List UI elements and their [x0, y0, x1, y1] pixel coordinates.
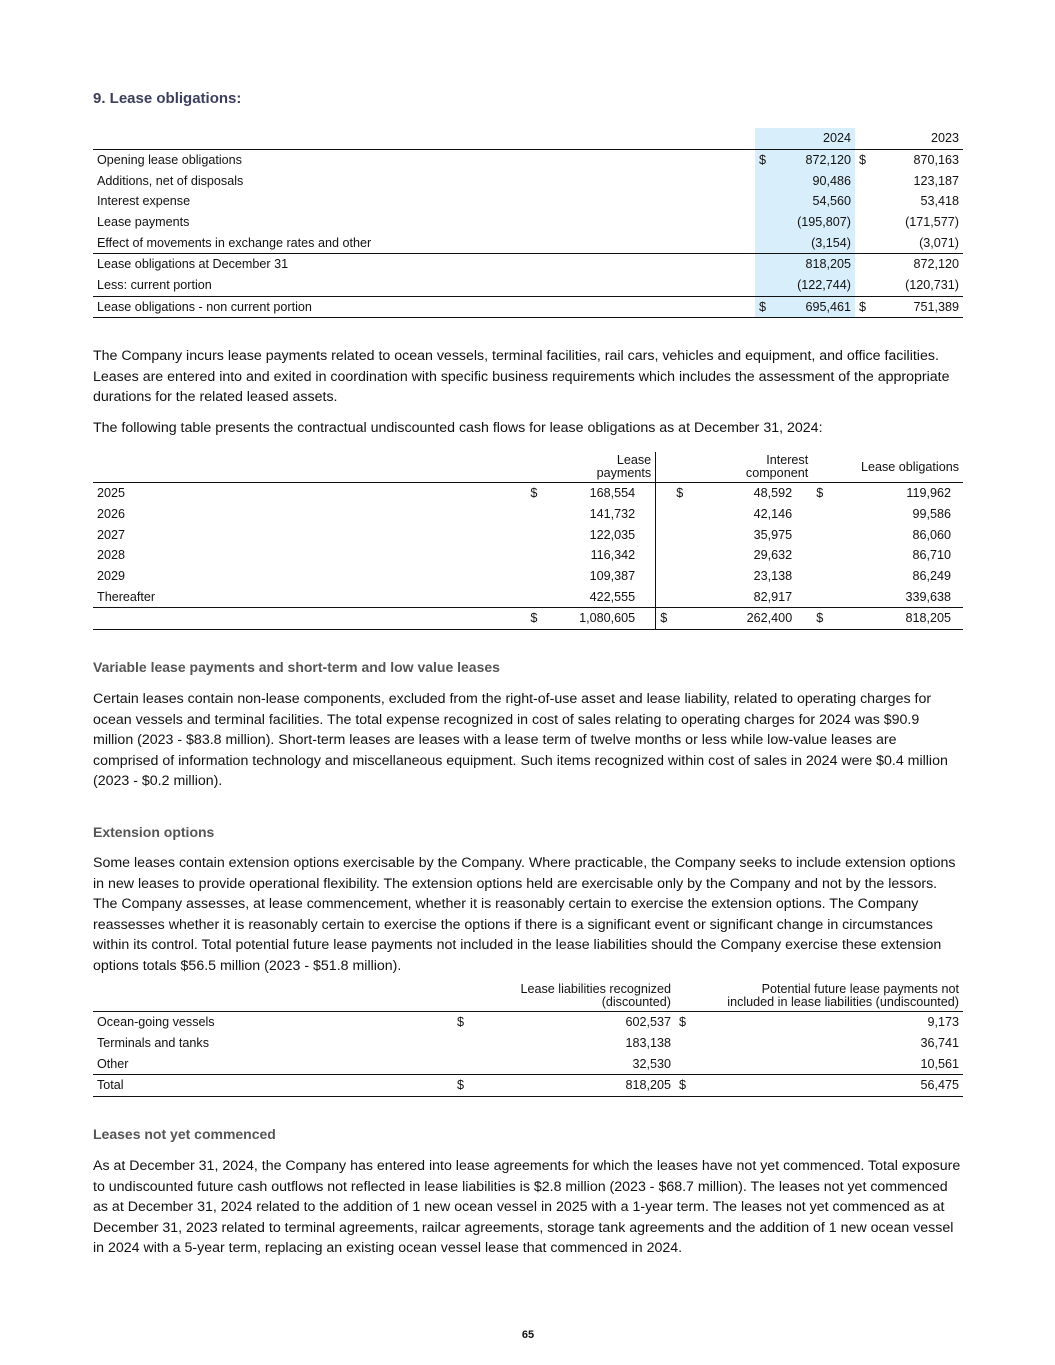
paragraph-variable-lease: Certain leases contain non-lease components, excluded from the right-of-use asset and lease liability, related to operating charges for ocean vessels and terminal facilities. The total expense recognized in cost of sales relating to operating charges for 2024 was $90.9 million (2023 - $83.8 million). Short-term leases are leases with a lease term of twelve months or less while low-value leases are comprised of information technology and miscellaneous equipment. Such items recognized within cost of sales in 2024 were $0.4 million (2023 - $0.2 million). [93, 691, 948, 789]
header-line: included in lease liabilities (undiscounted) [727, 995, 959, 1009]
header-line: payments [596, 466, 652, 480]
recognized-value: 602,537 [471, 1012, 675, 1033]
currency-symbol: $ [812, 608, 834, 630]
table-row [93, 566, 963, 587]
value-2023: (3,071) [919, 235, 959, 250]
table-row [93, 191, 963, 212]
interest-value: 82,917 [753, 589, 793, 604]
lease-payment-value: 422,555 [544, 586, 655, 607]
row-label: Terminals and tanks [97, 1036, 209, 1051]
currency-symbol [526, 504, 544, 525]
page-number: 65 [521, 1329, 535, 1341]
header-line: Potential future lease payments not [761, 982, 959, 996]
total-obligations: 818,205 [834, 608, 963, 630]
table-row [93, 296, 963, 318]
currency-symbol [453, 1053, 471, 1074]
currency-symbol [855, 212, 873, 233]
paragraph-cashflow-intro: The following table presents the contractual undiscounted cash flows for lease obligations as at December 31, 2024: [93, 420, 823, 436]
header-line: Interest [766, 453, 809, 467]
currency-symbol [755, 254, 773, 275]
potential-value: 56,475 [693, 1075, 963, 1097]
obligation-value: 86,249 [912, 569, 951, 584]
row-label: Opening lease obligations [93, 149, 755, 170]
currency-symbol [812, 566, 834, 587]
row-label: Lease obligations - non current portion [93, 296, 755, 318]
currency-symbol: $ [675, 1075, 693, 1097]
value-2024: (195,807) [773, 212, 855, 233]
total-interest: 262,400 [687, 608, 812, 630]
value-2024: 695,461 [773, 296, 855, 318]
obligation-value: 119,962 [834, 483, 963, 504]
total-lease-payments: 1,080,605 [544, 608, 655, 630]
value-2023: (120,731) [905, 278, 959, 293]
value-2023: 751,389 [873, 296, 963, 318]
table-total-row [93, 1075, 963, 1097]
year-2024-header: 2024 [773, 128, 855, 149]
currency-symbol: $ [855, 149, 873, 170]
section-title: 9. Lease obligations: [93, 90, 242, 107]
heading-variable-lease: Variable lease payments and short-term and low value leases [93, 659, 500, 675]
row-label: 2027 [97, 527, 126, 542]
currency-symbol [812, 586, 834, 607]
table-total-row [93, 608, 963, 630]
row-label: Lease payments [97, 215, 190, 230]
currency-symbol: $ [656, 608, 688, 630]
paragraph-extension-options: Some leases contain extension options exercisable by the Company. Where practicable, the Company seeks to include extension options in new leases to provide operational flexibility. The extension options held are exercisable only by the Company and not by the lessors. The Company assesses, at lease commencement, whether it is reasonably certain to exercise the extension options. The Company reassesses whether it is reasonably certain to exercise the options if there is a significant event or significant change in circumstances within its control. Total potential future lease payments not included in the lease liabilities should the Company exercise these extension options totals $56.5 million (2023 - $51.8 million). [93, 855, 956, 974]
currency-symbol [812, 524, 834, 545]
currency-symbol [656, 524, 688, 545]
row-label: Less: current portion [97, 278, 212, 293]
table-row [93, 586, 963, 607]
table-header-row [93, 981, 963, 1012]
table-row [93, 149, 963, 170]
year-2023-header: 2023 [930, 131, 959, 146]
value-2024: 872,120 [773, 149, 855, 170]
currency-symbol [675, 1053, 693, 1074]
value-2024: 54,560 [773, 191, 855, 212]
currency-symbol: $ [855, 296, 873, 318]
currency-symbol: $ [656, 483, 688, 504]
potential-future-payments-header [693, 981, 963, 1012]
currency-symbol [656, 586, 688, 607]
currency-symbol: $ [453, 1075, 471, 1097]
currency-symbol: $ [526, 483, 544, 504]
currency-symbol [755, 212, 773, 233]
row-label: 2025 [93, 483, 526, 504]
header-line: Lease liabilities recognized [520, 982, 671, 996]
currency-symbol [755, 232, 773, 253]
table-row [93, 275, 963, 296]
interest-component-header [687, 452, 812, 483]
currency-symbol [526, 586, 544, 607]
currency-symbol: $ [675, 1012, 693, 1033]
recognized-value: 183,138 [625, 1036, 671, 1051]
table-row [93, 1053, 963, 1074]
interest-value: 48,592 [687, 483, 812, 504]
value-2023: 870,163 [873, 149, 963, 170]
header-line: (discounted) [601, 995, 671, 1009]
currency-symbol: $ [755, 296, 773, 318]
currency-symbol [755, 170, 773, 191]
paragraph-leases-not-commenced: As at December 31, 2024, the Company has entered into lease agreements for which the leases have not yet commenced. Total exposure to undiscounted future cash outflows not reflected in lease liabilities is $2.8 million (2023 - $68.7 million). The leases not yet commenced as at December 31, 2024 related to the addition of 1 new ocean vessel in 2025 with a 1-year term. The leases not yet commenced as at December 31, 2023 related to terminal agreements, railcar agreements, storage tank agreements and the addition of 1 new ocean vessel in 2024 with a 5-year term, replacing an existing ocean vessel lease that commenced in 2024. [93, 1158, 961, 1256]
interest-value: 42,146 [753, 507, 793, 522]
recognized-value: 818,205 [471, 1075, 675, 1097]
currency-symbol: $ [755, 149, 773, 170]
table-row [93, 545, 963, 566]
recognized-value: 32,530 [632, 1056, 671, 1071]
potential-value: 9,173 [693, 1012, 963, 1033]
value-2023: 872,120 [873, 254, 963, 275]
currency-symbol [855, 191, 873, 212]
currency-symbol [755, 191, 773, 212]
paragraph-lease-description: The Company incurs lease payments related to ocean vessels, terminal facilities, rail cars, vehicles and equipment, and office facilities. Leases are entered into and exited in coordination with specific business requirements which includes the assessment of the appropriate durations for the related leased assets. [93, 348, 950, 405]
currency-symbol [855, 232, 873, 253]
lease-payment-value: 116,342 [544, 545, 655, 566]
lease-payment-value: 122,035 [544, 524, 655, 545]
header-line: Lease [616, 453, 652, 467]
currency-symbol [656, 566, 688, 587]
row-label: Interest expense [97, 194, 191, 209]
currency-symbol [526, 545, 544, 566]
table-row [93, 504, 963, 525]
value-2024: (3,154) [773, 232, 855, 253]
value-2023: 123,187 [913, 173, 959, 188]
value-2024: (122,744) [773, 275, 855, 296]
potential-value: 36,741 [920, 1036, 959, 1051]
currency-symbol [812, 504, 834, 525]
potential-value: 10,561 [920, 1056, 959, 1071]
currency-symbol [656, 545, 688, 566]
lease-obligations-header: Lease obligations [860, 459, 959, 474]
lease-payment-value: 109,387 [544, 566, 655, 587]
obligation-value: 86,060 [912, 527, 951, 542]
currency-symbol [755, 275, 773, 296]
lease-payments-header [544, 452, 655, 483]
currency-symbol: $ [812, 483, 834, 504]
interest-value: 23,138 [753, 569, 793, 584]
row-label: 2026 [97, 507, 126, 522]
table-row [93, 483, 963, 504]
obligation-value: 339,638 [905, 589, 951, 604]
heading-extension-options: Extension options [93, 824, 215, 840]
interest-value: 29,632 [753, 548, 793, 563]
currency-symbol [855, 254, 873, 275]
currency-symbol [526, 524, 544, 545]
interest-value: 35,975 [753, 527, 793, 542]
value-2024: 818,205 [773, 254, 855, 275]
obligation-value: 86,710 [912, 548, 951, 563]
currency-symbol: $ [526, 608, 544, 630]
row-label: 2028 [97, 548, 126, 563]
currency-symbol [656, 504, 688, 525]
table-header-row [93, 452, 963, 483]
row-label: Ocean-going vessels [93, 1012, 453, 1033]
header-line: component [745, 466, 809, 480]
currency-symbol [855, 275, 873, 296]
table-header-row [93, 128, 963, 149]
table-row [93, 254, 963, 275]
currency-symbol [812, 545, 834, 566]
table-row [93, 1033, 963, 1054]
currency-symbol: $ [453, 1012, 471, 1033]
row-label: Additions, net of disposals [97, 173, 244, 188]
table-row [93, 524, 963, 545]
table-row [93, 170, 963, 191]
row-label: Other [97, 1056, 129, 1071]
extension-options-table [93, 981, 963, 1097]
lease-payment-value: 168,554 [544, 483, 655, 504]
table-row [93, 232, 963, 253]
currency-symbol [855, 170, 873, 191]
row-label: Thereafter [97, 589, 156, 604]
lease-liabilities-recognized-header [471, 981, 675, 1012]
cash-flows-table [93, 452, 963, 630]
lease-payment-value: 141,732 [544, 504, 655, 525]
currency-symbol [526, 566, 544, 587]
row-label: 2029 [97, 569, 126, 584]
row-label: Effect of movements in exchange rates and other [97, 235, 372, 250]
row-label: Lease obligations at December 31 [93, 254, 755, 275]
heading-leases-not-commenced: Leases not yet commenced [93, 1126, 276, 1142]
lease-obligations-table [93, 128, 963, 318]
currency-symbol [675, 1033, 693, 1054]
value-2024: 90,486 [773, 170, 855, 191]
value-2023: 53,418 [920, 194, 959, 209]
row-label: Total [93, 1075, 453, 1097]
table-row [93, 212, 963, 233]
table-row [93, 1012, 963, 1033]
obligation-value: 99,586 [912, 507, 951, 522]
currency-symbol [453, 1033, 471, 1054]
value-2023: (171,577) [905, 215, 959, 230]
